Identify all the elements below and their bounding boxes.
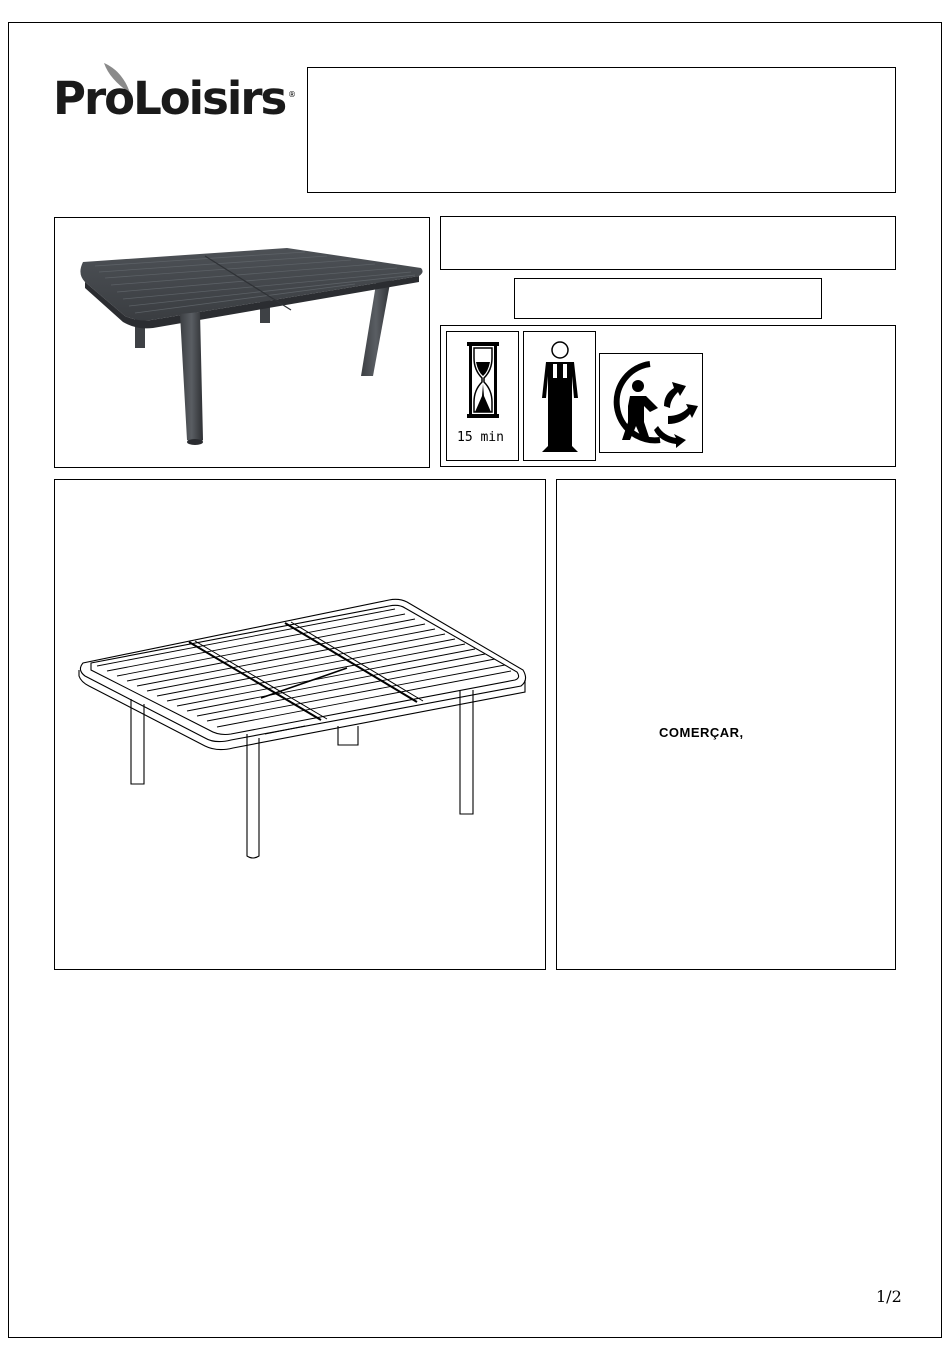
assembly-info-panel <box>440 325 896 467</box>
reference-box <box>514 278 822 319</box>
header-title-box <box>307 67 896 193</box>
worker-icon <box>534 336 586 458</box>
assembly-time-card <box>446 331 519 461</box>
instructions-panel <box>556 479 896 970</box>
start-heading: COMERÇAR, <box>659 725 744 740</box>
brand-logo <box>50 58 300 138</box>
assembly-time: 15 min <box>457 430 504 445</box>
triman-recycling-icon <box>602 356 700 450</box>
recycling-card <box>599 353 703 453</box>
product-photo-panel <box>54 217 430 468</box>
persons-card <box>523 331 596 461</box>
hourglass-icon <box>463 340 503 420</box>
assembled-view-panel <box>54 479 546 970</box>
product-name-box <box>440 216 896 270</box>
product-photo <box>55 218 429 467</box>
brand-name: ProLoisirs <box>53 72 286 125</box>
table-line-drawing <box>55 480 545 969</box>
registered-mark: ® <box>288 90 296 99</box>
page-number: 1/2 <box>876 1287 902 1306</box>
